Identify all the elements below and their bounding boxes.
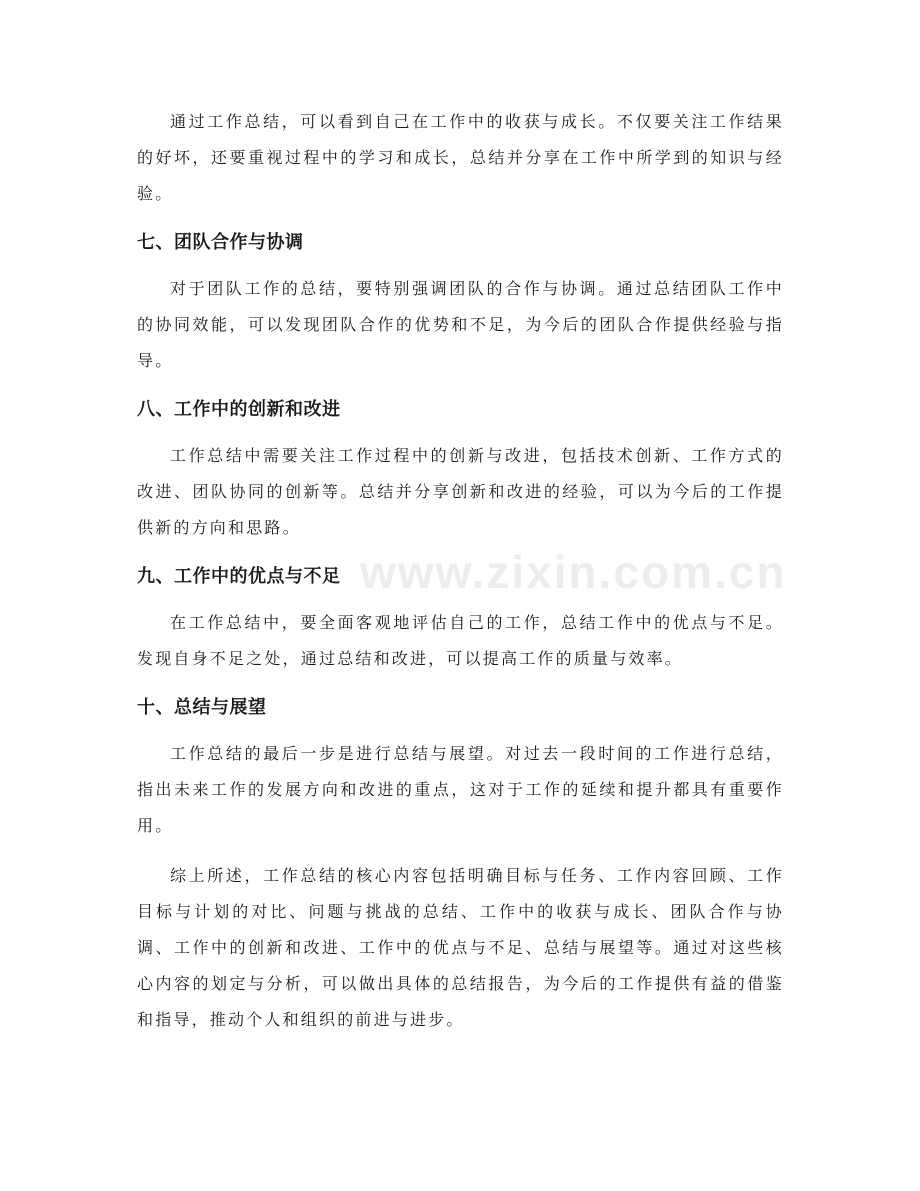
section-paragraph-8: 工作总结中需要关注工作过程中的创新与改进，包括技术创新、工作方式的改进、团队协同的创新等。总结并分享创新和改进的经验，可以为今后的工作提供新的方向和思路。 [137,446,784,537]
intro-paragraph: 通过工作总结，可以看到自己在工作中的收获与成长。不仅要关注工作结果的好坏，还要重视过程中的学习和成长，总结并分享在工作中所学到的知识与经验。 [137,112,784,203]
section-paragraph-9: 在工作总结中，要全面客观地评估自己的工作，总结工作中的优点与不足。发现自身不足之处，通过总结和改进，可以提高工作的质量与效率。 [137,613,784,668]
conclusion-paragraph: 综上所述，工作总结的核心内容包括明确目标与任务、工作内容回顾、工作目标与计划的对比、问题与挑战的总结、工作中的收获与成长、团队合作与协调、工作中的创新和改进、工作中的优点与不足、总结与展望等。通过对这些核心内容的划定与分析，可以做出具体的总结报告，为今后的工作提供有益的借鉴和指导，推动个人和组织的前进与进步。 [137,866,784,1029]
section-paragraph-7: 对于团队工作的总结，要特别强调团队的合作与协调。通过总结团队工作中的协同效能，可以发现团队合作的优势和不足，为今后的团队合作提供经验与指导。 [137,279,784,370]
section-heading-7: 七、团队合作与协调 [137,232,304,253]
section-heading-8: 八、工作中的创新和改进 [137,399,341,420]
section-paragraph-10: 工作总结的最后一步是进行总结与展望。对过去一段时间的工作进行总结，指出未来工作的发展方向和改进的重点，这对于工作的延续和提升都具有重要作用。 [137,744,784,835]
watermark-text: www.zixin.com.cn [360,546,787,598]
section-heading-10: 十、总结与展望 [137,697,267,718]
section-heading-9: 九、工作中的优点与不足 [137,566,341,587]
